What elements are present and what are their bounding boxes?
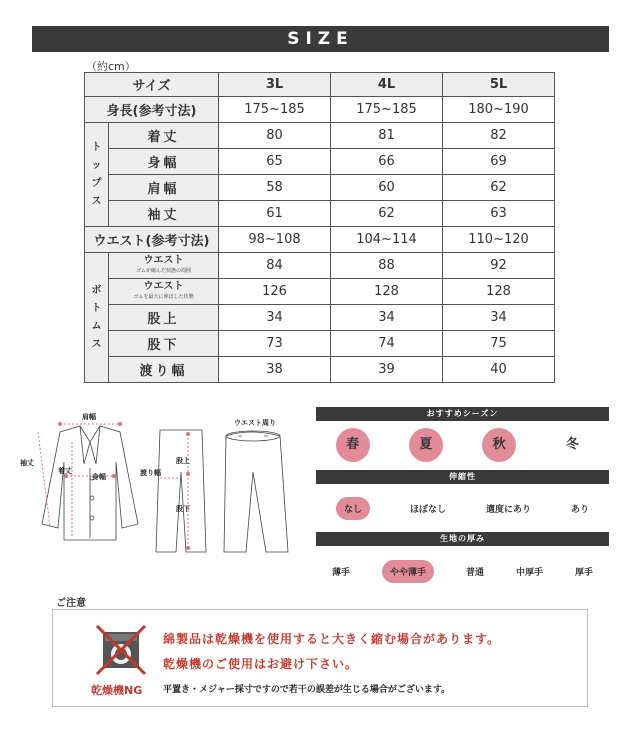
- season-title: おすすめシーズン: [316, 407, 609, 421]
- table-row: [85, 149, 555, 175]
- table-cell: 74: [331, 331, 443, 357]
- caution-box: [52, 609, 588, 707]
- stretch-option: あり: [570, 504, 589, 515]
- header-3l: 3L: [219, 73, 331, 97]
- table-cell: 40: [443, 357, 555, 383]
- season-option: 夏: [409, 428, 443, 462]
- table-cell: 175~185: [219, 97, 331, 123]
- table-row: [85, 279, 555, 305]
- table-cell: 39: [331, 357, 443, 383]
- table-cell: 80: [219, 123, 331, 149]
- row-label: 股下: [109, 331, 219, 357]
- header-5l: 5L: [443, 73, 555, 97]
- table-row: [85, 331, 555, 357]
- table-cell: 75: [443, 331, 555, 357]
- table-cell: 34: [443, 305, 555, 331]
- row-label: [109, 253, 219, 279]
- row-label-note: ゴムを最大に伸ばした状態: [133, 293, 194, 300]
- table-cell: 81: [331, 123, 443, 149]
- table-cell: 180~190: [443, 97, 555, 123]
- table-cell: 60: [331, 175, 443, 201]
- header-4l: 4L: [331, 73, 443, 97]
- thickness-option: 普通: [465, 567, 484, 578]
- header-size: サイズ: [85, 73, 219, 97]
- label-sleeve: 袖丈: [20, 459, 34, 467]
- table-cell: 62: [443, 175, 555, 201]
- table-cell: 62: [331, 201, 443, 227]
- thickness-option: 厚手: [574, 567, 593, 578]
- table-cell: 84: [219, 253, 331, 279]
- stretch-option: ほぼなし: [409, 504, 446, 515]
- bottoms-group-label: [85, 253, 109, 383]
- row-label: 身幅: [109, 149, 219, 175]
- thickness-option: 中厚手: [515, 567, 543, 578]
- table-row: [85, 123, 555, 149]
- label-waist-around: ウエスト周り: [234, 419, 276, 427]
- warning-line-1: 綿製品は乾燥機を使用すると大きく縮む場合があります。: [163, 632, 501, 646]
- waist-row: [85, 227, 555, 253]
- table-cell: 128: [331, 279, 443, 305]
- table-cell: 34: [219, 305, 331, 331]
- stretch-option: 適度にあり: [485, 504, 531, 515]
- tops-group-label: [85, 123, 109, 227]
- table-row: [85, 175, 555, 201]
- caution-label: ご注意: [56, 598, 86, 609]
- label-thigh: 渡り幅: [140, 469, 161, 477]
- table-cell: 34: [331, 305, 443, 331]
- thickness-options: [316, 558, 609, 584]
- thickness-option: やや薄手: [382, 560, 434, 583]
- garment-diagram-icon: [20, 412, 310, 562]
- table-cell: 88: [331, 253, 443, 279]
- row-label: 股上: [109, 305, 219, 331]
- row-label-note: ゴムが縮んだ状態の周囲: [135, 267, 191, 274]
- label-rise: 股上: [176, 457, 190, 465]
- height-label: 身長(参考寸法): [85, 97, 219, 123]
- dryer-ng-label: 乾燥機NG: [91, 684, 143, 697]
- warning-line-2: 乾燥機のご使用はお避け下さい。: [163, 657, 359, 671]
- season-options: [316, 427, 609, 463]
- size-table: [84, 72, 555, 383]
- unit-label: （約cm）: [86, 60, 136, 73]
- table-cell: 92: [443, 253, 555, 279]
- label-inseam: 股下: [176, 505, 190, 513]
- table-cell: 66: [331, 149, 443, 175]
- table-cell: 38: [219, 357, 331, 383]
- height-row: [85, 97, 555, 123]
- table-cell: 128: [443, 279, 555, 305]
- tops-group-text: ト ッ プ ス: [91, 141, 102, 207]
- waist-label: ウエスト(参考寸法): [85, 227, 219, 253]
- dryer-ng-icon: [95, 624, 147, 676]
- table-cell: 73: [219, 331, 331, 357]
- page-title: SIZE: [32, 26, 609, 52]
- label-body-width: 身幅: [92, 473, 106, 481]
- table-cell: 98~108: [219, 227, 331, 253]
- row-label-main: ウエスト: [143, 254, 184, 266]
- table-cell: 104~114: [331, 227, 443, 253]
- table-header-row: [85, 73, 555, 97]
- row-label: 渡り幅: [109, 357, 219, 383]
- label-length: 着丈: [58, 467, 72, 475]
- row-label: 袖丈: [109, 201, 219, 227]
- table-row: [85, 357, 555, 383]
- measurement-diagrams: [20, 412, 310, 562]
- label-shoulder: 肩幅: [82, 413, 96, 421]
- row-label: [109, 279, 219, 305]
- thickness-option: 薄手: [331, 567, 350, 578]
- table-cell: 82: [443, 123, 555, 149]
- table-row: [85, 201, 555, 227]
- table-cell: 126: [219, 279, 331, 305]
- table-cell: 63: [443, 201, 555, 227]
- table-row: [85, 305, 555, 331]
- stretch-option: なし: [336, 497, 370, 520]
- table-cell: 110~120: [443, 227, 555, 253]
- row-label: 着丈: [109, 123, 219, 149]
- table-cell: 175~185: [331, 97, 443, 123]
- table-cell: 69: [443, 149, 555, 175]
- season-option: 冬: [565, 437, 579, 452]
- table-cell: 61: [219, 201, 331, 227]
- table-cell: 58: [219, 175, 331, 201]
- row-label: 肩幅: [109, 175, 219, 201]
- table-cell: 65: [219, 149, 331, 175]
- season-option: 秋: [482, 428, 516, 462]
- season-option: 春: [336, 428, 370, 462]
- thickness-title: 生地の厚み: [316, 532, 609, 546]
- table-row: [85, 253, 555, 279]
- measurement-note: 平置き・メジャー採寸ですので若干の誤差が生じる場合がございます。: [163, 685, 451, 695]
- stretch-options: [316, 496, 609, 520]
- stretch-title: 伸縮性: [316, 470, 609, 484]
- row-label-main: ウエスト: [143, 280, 184, 292]
- bottoms-group-text: ボ ト ム ス: [91, 284, 102, 350]
